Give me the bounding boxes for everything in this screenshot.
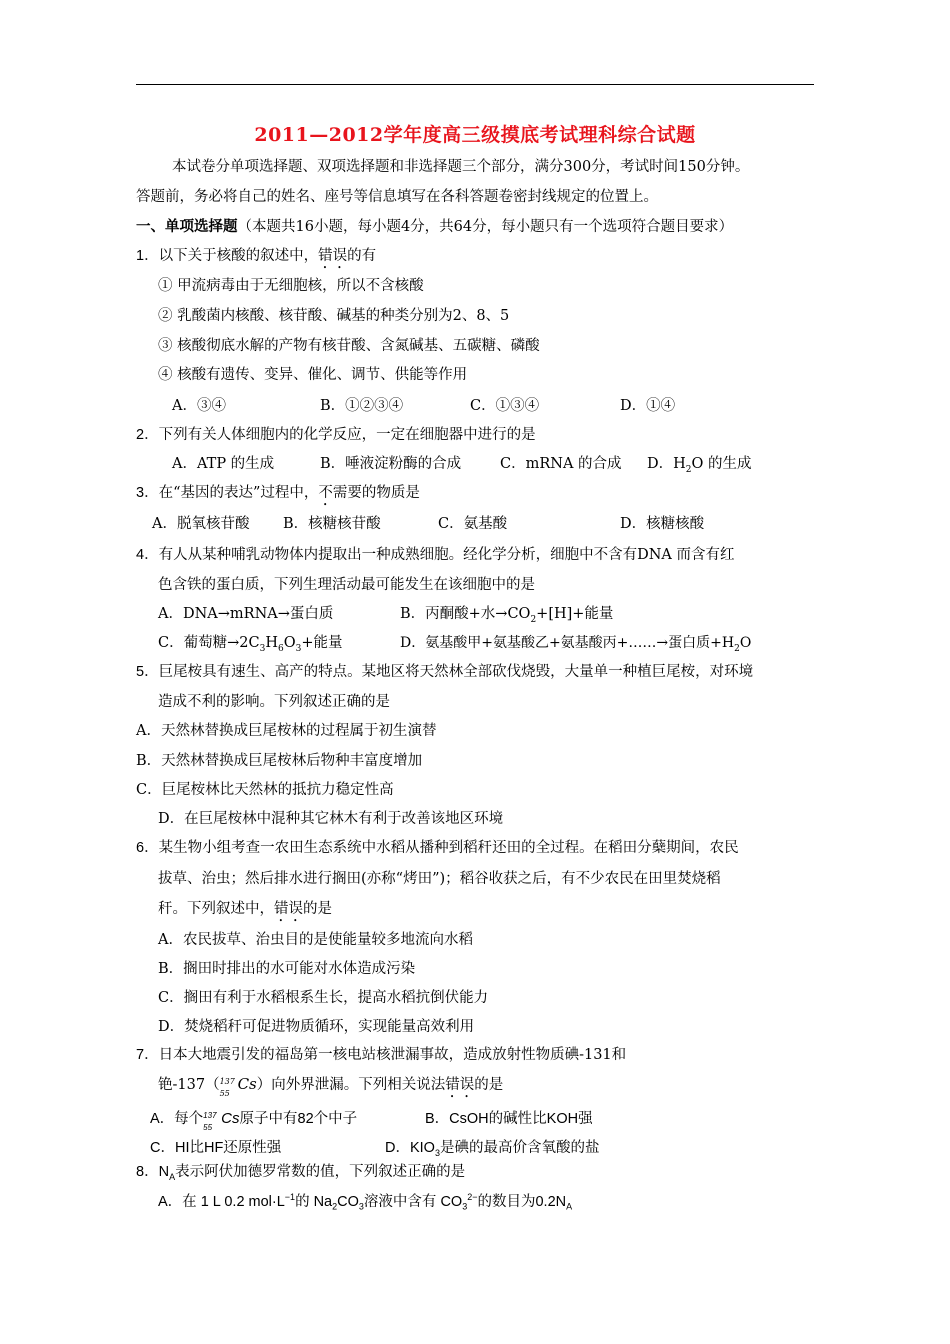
question-2-stem: 2．下列有关人体细胞内的化学反应，一定在细胞器中进行的是 bbox=[136, 427, 536, 443]
question-3-stem: 3．在“基因的表达”过程中，不需要的物质是 bbox=[136, 485, 420, 501]
question-1-option-a: A．③④ bbox=[172, 398, 226, 414]
question-1-option-c: C．①③④ bbox=[470, 398, 540, 414]
question-3-option-c: C．氨基酸 bbox=[438, 516, 508, 532]
question-4-stem: 4．有人从某种哺乳动物体内提取出一种成熟细胞。经化学分析，细胞中不含有DNA 而含有红 bbox=[136, 547, 735, 563]
section-heading-title: 一、单项选择题 bbox=[136, 218, 238, 235]
question-5-option-b: B．天然林替换成巨尾桉林后物种丰富度增加 bbox=[136, 753, 423, 769]
question-5-stem: 5．巨尾桉具有速生、高产的特点。某地区将天然林全部砍伐烧毁，大量单一种植巨尾桉，对环境 bbox=[136, 664, 754, 680]
question-7-option-a: A．每个 137 55 Cs原子中有82个中子 bbox=[150, 1110, 358, 1133]
question-2-option-d: D．$H_2O$ 的生成 bbox=[647, 456, 752, 475]
question-1-item: ③ 核酸彻底水解的产物有核苷酸、含氮碱基、五碳糖、磷酸 bbox=[158, 338, 540, 354]
emphasis-mark: 不 bbox=[318, 485, 333, 501]
question-3-option-a: A．脱氧核苷酸 bbox=[152, 516, 250, 532]
question-3-option-d: D．核糖核酸 bbox=[620, 516, 705, 532]
question-5-option-d: D．在巨尾桉林中混种其它林木有利于改善该地区环境 bbox=[158, 811, 504, 827]
question-5-stem-2: 造成不利的影响。下列叙述正确的是 bbox=[158, 694, 390, 710]
question-5-option-a: A．天然林替换成巨尾桉林的过程属于初生演替 bbox=[136, 723, 437, 739]
question-7-stem: 7．日本大地震引发的福岛第一核电站核泄漏事故，造成放射性物质碘-131和 bbox=[136, 1047, 627, 1063]
page-title: 2011—2012学年度高三级摸底考试理科综合试题 bbox=[254, 124, 696, 146]
isotope-notation: 137 55 bbox=[203, 1111, 217, 1133]
question-3-option-b: B．核糖核苷酸 bbox=[283, 516, 381, 532]
question-6-option-d: D．焚烧稻秆可促进物质循环，实现能量高效利用 bbox=[158, 1019, 475, 1035]
question-4-stem-2: 色含铁的蛋白质，下列生理活动最可能发生在该细胞中的是 bbox=[158, 577, 535, 593]
header-rule bbox=[136, 84, 814, 85]
question-1-option-b: B．①②③④ bbox=[320, 398, 404, 414]
question-8-stem: 8．$N_A$表示阿伏加德罗常数的值，下列叙述正确的是 bbox=[136, 1164, 466, 1182]
question-6-stem-3: 秆。下列叙述中，错误的是 bbox=[158, 901, 332, 917]
question-4-option-a: A．DNA→mRNA→蛋白质 bbox=[158, 606, 334, 622]
isotope-notation: 137 55 bbox=[219, 1077, 235, 1098]
question-7-option-c: C．HI比HF还原性强 bbox=[150, 1140, 282, 1156]
question-6-option-b: B．搁田时排出的水可能对水体造成污染 bbox=[158, 961, 416, 977]
emphasis-mark: 错误 bbox=[274, 901, 303, 917]
question-6-option-c: C．搁田有利于水稻根系生长，提高水稻抗倒伏能力 bbox=[158, 990, 489, 1006]
section-heading bbox=[136, 217, 733, 237]
question-6-stem-2: 拔草、治虫；然后排水进行搁田(亦称“烤田”)；稻谷收获之后，有不少农民在田里焚烧稻 bbox=[158, 871, 721, 887]
question-6-stem: 6．某生物小组考查一农田生态系统中水稻从播种到稻秆还田的全过程。在稻田分蘖期间，农民 bbox=[136, 840, 739, 856]
question-4-option-c: C．葡萄糖$\to 2C_3H_6O_3+$能量 bbox=[158, 635, 343, 654]
question-8-option-a: A．在 1 L 0.2 $mol\cdot L^{-1}$的 $Na_2CO_3$溶液中含有 $CO_3^{2-}$的数目为$0.2N_A$ bbox=[158, 1192, 573, 1212]
section-heading-note: （本题共16小题，每小题4分，共64分，每小题只有一个选项符合题目要求） bbox=[237, 219, 734, 235]
question-5-option-c: C．巨尾桉林比天然林的抵抗力稳定性高 bbox=[136, 782, 394, 798]
question-6-option-a: A．农民拔草、治虫目的是使能量较多地流向水稻 bbox=[158, 932, 473, 948]
question-4-option-b: B．丙酮酸+水$\to CO_2+[H]+$能量 bbox=[400, 606, 614, 625]
question-2-option-a: A．ATP 的生成 bbox=[172, 456, 275, 472]
question-4-option-d: D．氨基酸甲+氨基酸乙+氨基酸丙+……→蛋白质$+H_2O$ bbox=[400, 635, 752, 654]
question-7-option-b: B．CsOH的碱性比KOH强 bbox=[425, 1111, 593, 1127]
emphasis-mark: 错误 bbox=[445, 1077, 475, 1093]
question-1-option-d: D．①④ bbox=[620, 398, 676, 414]
question-1-item: ④ 核酸有遗传、变异、催化、调节、供能等作用 bbox=[158, 367, 468, 383]
question-1-item: ② 乳酸菌内核酸、核苷酸、碱基的种类分别为2、8、5 bbox=[158, 308, 510, 324]
emphasis-mark: 错误 bbox=[318, 248, 348, 264]
question-7-stem-2: 铯-137（ 137 55 Cs）向外界泄漏。下列相关说法错误的是 bbox=[158, 1075, 504, 1098]
question-7-option-d: D．$KIO_3$是碘的最高价含氧酸的盐 bbox=[385, 1140, 600, 1158]
question-2-option-c: C．mRNA 的合成 bbox=[500, 456, 622, 472]
question-2-option-b: B．唾液淀粉酶的合成 bbox=[320, 456, 462, 472]
intro-line-2: 答题前，务必将自己的姓名、座号等信息填写在各科答题卷密封线规定的位置上。 bbox=[136, 189, 658, 205]
question-1-stem: 1．以下关于核酸的叙述中，错误的有 bbox=[136, 248, 377, 264]
question-1-item: ① 甲流病毒由于无细胞核，所以不含核酸 bbox=[158, 278, 424, 294]
intro-line-1: 本试卷分单项选择题、双项选择题和非选择题三个部分，满分300分，考试时间150分钟。 bbox=[172, 159, 750, 175]
